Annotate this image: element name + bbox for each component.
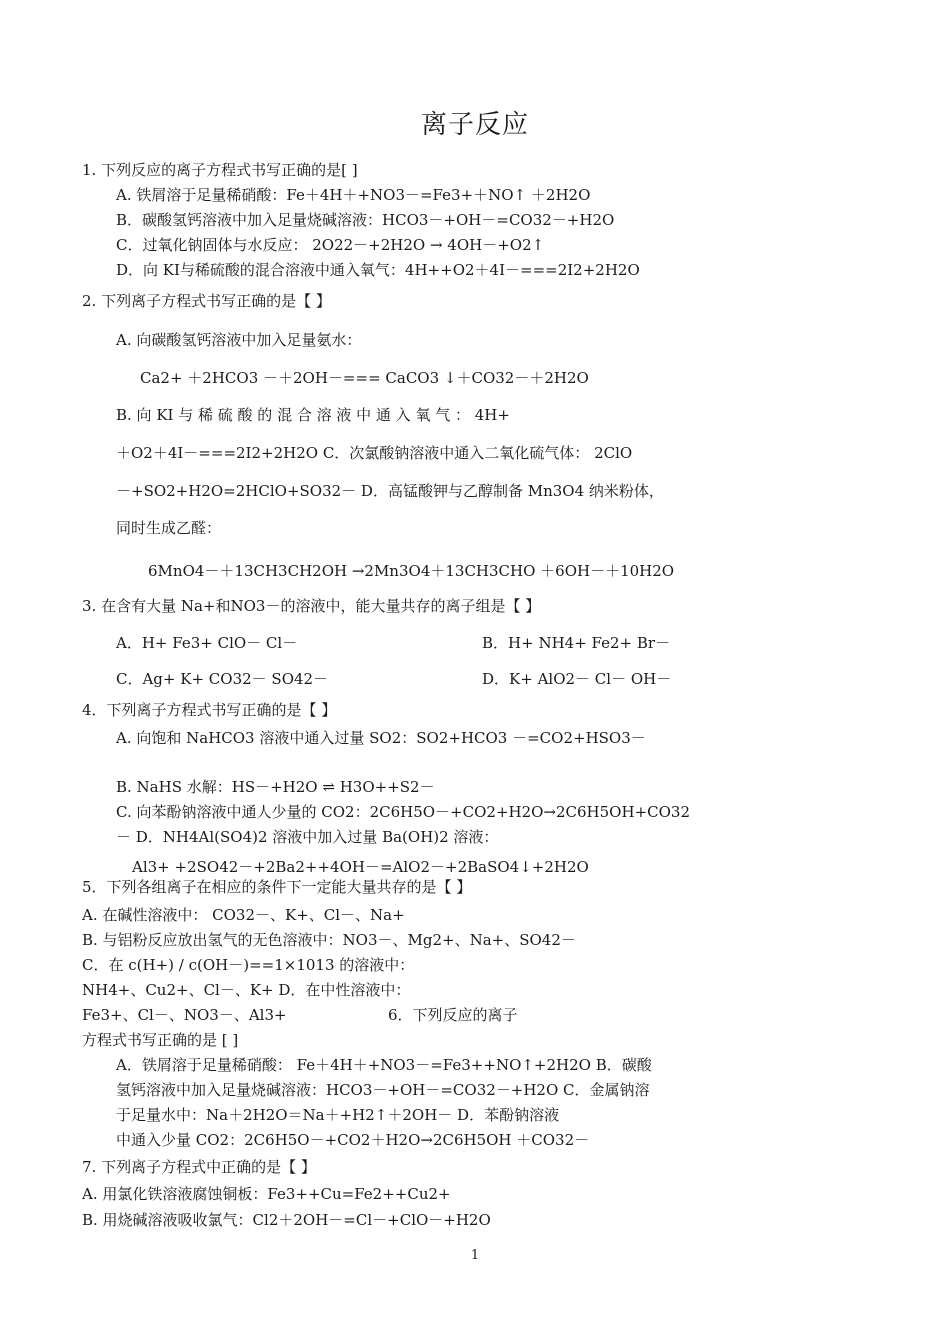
text-line: C. 向苯酚钠溶液中通人少量的 CO2：2C6H5O－+CO2+H2O→2C6H5OH+CO32 — [116, 803, 690, 821]
page-title: 离子反应 — [420, 110, 529, 140]
text-line: A. 向饱和 NaHCO3 溶液中通入过量 SO2：SO2+HCO3 －=CO2+HSO3－ — [116, 729, 646, 747]
text-line: －+SO2+H2O=2HClO+SO32－ D．高锰酸钾与乙醇制备 Mn3O4 纳米粉体， — [116, 482, 664, 500]
text-line: B．碳酸氢钙溶液中加入足量烧碱溶液：HCO3－+OH－=CO32－+H2O — [116, 211, 615, 229]
text-line: 于足量水中：Na＋2H2O＝Na＋+H2↑＋2OH－ D．苯酚钠溶液 — [116, 1106, 560, 1124]
text-line: 4．下列离子方程式书写正确的是【 】 — [82, 701, 337, 719]
text-line: D．K+ AlO2－ Cl－ OH－ — [482, 670, 672, 688]
text-line: A．H+ Fe3+ ClO－ Cl－ — [116, 634, 298, 652]
text-line: B. 用烧碱溶液吸收氯气：Cl2＋2OH－=Cl－+ClO－+H2O — [82, 1211, 491, 1229]
text-line: B. NaHS 水解：HS－+H2O ⇌ H3O++S2－ — [116, 778, 435, 796]
text-line: C．过氧化钠固体与水反应： 2O22－+2H2O → 4OH－+O2↑ — [116, 236, 545, 254]
text-line: A．铁屑溶于足量稀硝酸： Fe＋4H＋+NO3－=Fe3++NO↑+2H2O B．碳酸 — [116, 1056, 652, 1074]
text-line: Al3+ +2SO42－+2Ba2++4OH－=AlO2－+2BaSO4↓+2H2O — [132, 858, 589, 876]
text-line: B．H+ NH4+ Fe2+ Br－ — [482, 634, 671, 652]
text-line: 7. 下列离子方程式中正确的是【 】 — [82, 1158, 316, 1176]
text-line: A. 在碱性溶液中： CO32－、K+、Cl－、Na+ — [82, 906, 405, 924]
text-line: 3. 在含有大量 Na+和NO3－的溶液中，能大量共存的离子组是【 】 — [82, 597, 541, 615]
text-line: 2. 下列离子方程式书写正确的是【 】 — [82, 292, 331, 310]
text-line: 6MnO4－＋13CH3CH2OH →2Mn3O4＋13CH3CHO ＋6OH－＋10H2O — [148, 562, 675, 580]
page-number: 1 — [470, 1248, 480, 1263]
text-line: 5．下列各组离子在相应的条件下一定能大量共存的是【 】 — [82, 878, 472, 896]
text-line: C．Ag+ K+ CO32－ SO42－ — [116, 670, 329, 688]
text-line: － D．NH4Al(SO4)2 溶液中加入过量 Ba(OH)2 溶液： — [116, 828, 499, 846]
text-line: 6．下列反应的离子 — [388, 1006, 518, 1024]
text-line: ＋O2＋4I－===2I2+2H2O C．次氯酸钠溶液中通入二氧化硫气体： 2ClO — [116, 444, 633, 462]
text-line: Fe3+、Cl－、NO3－、Al3+ — [82, 1006, 287, 1024]
text-line: B. 与铝粉反应放出氢气的无色溶液中：NO3－、Mg2+、Na+、SO42－ — [82, 931, 576, 949]
text-line: 氢钙溶液中加入足量烧碱溶液：HCO3－+OH－=CO32－+H2O C．金属钠溶 — [116, 1081, 650, 1099]
text-line: 同时生成乙醛： — [116, 519, 222, 537]
text-line: 中通入少量 CO2：2C6H5O－+CO2＋H2O→2C6H5OH ＋CO32－ — [116, 1131, 590, 1149]
text-line: B. 向 KI 与 稀 硫 酸 的 混 合 溶 液 中 通 入 氧 气 ： 4H+ — [116, 406, 510, 424]
text-line: NH4+、Cu2+、Cl－、K+ D．在中性溶液中： — [82, 981, 411, 999]
text-line: A. 向碳酸氢钙溶液中加入足量氨水： — [116, 331, 362, 349]
text-line: 方程式书写正确的是 [ ] — [82, 1031, 239, 1049]
text-line: 1. 下列反应的离子方程式书写正确的是[ ] — [82, 161, 358, 179]
text-line: D．向 KI与稀硫酸的混合溶液中通入氧气：4H++O2＋4I－===2I2+2H2O — [116, 261, 640, 279]
text-line: A. 用氯化铁溶液腐蚀铜板：Fe3++Cu=Fe2++Cu2+ — [82, 1185, 451, 1203]
text-line: Ca2+ ＋2HCO3 －＋2OH－=== CaCO3 ↓＋CO32－＋2H2O — [140, 369, 589, 387]
text-line: C．在 c(H+) / c(OH－)==1×1013 的溶液中： — [82, 956, 415, 974]
text-line: A. 铁屑溶于足量稀硝酸：Fe＋4H＋+NO3－=Fe3+＋NO↑ ＋2H2O — [116, 186, 591, 204]
